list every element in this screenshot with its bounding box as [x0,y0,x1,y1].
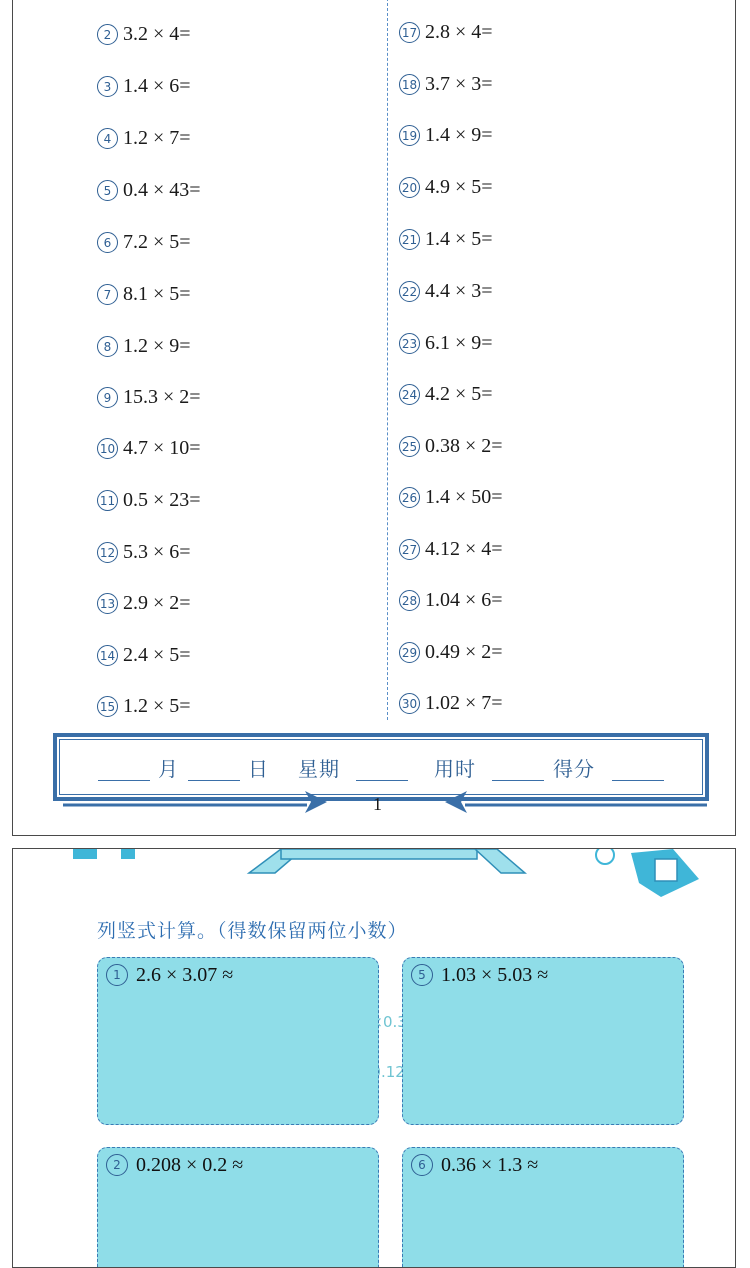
right-arrow-icon [63,791,333,817]
problem-item [97,485,201,515]
problem-expression: 4.9 × 5= [425,176,493,198]
problem-expression: 0.38 × 2= [425,435,503,457]
problem-number: 15 [97,696,118,717]
card-problem: 0.36 × 1.3 ≈ [441,1154,539,1176]
worksheet-page-2 [12,848,736,1268]
problem-expression: 1.04 × 6= [425,589,503,611]
problem-expression: 1.2 × 9= [123,335,191,357]
problem-number: 2 [97,24,118,45]
weekday-blank[interactable] [356,780,408,781]
worksheet-page-1 [12,0,736,836]
problem-expression: 15.3 × 2= [123,386,201,408]
problem-number: 8 [97,336,118,357]
problem-expression: 2.4 × 5= [123,644,191,666]
problem-expression: 4.4 × 3= [425,280,493,302]
problem-item [97,640,191,670]
problem-number: 26 [399,487,420,508]
problem-item [97,123,191,153]
problem-number: 25 [399,436,420,457]
calculation-card[interactable] [402,957,684,1125]
problem-expression: 1.02 × 7= [425,692,503,714]
problem-item [399,328,493,358]
day-blank[interactable] [188,780,240,781]
problem-number: 18 [399,74,420,95]
section-title: 列竖式计算。（得数保留两位小数） [97,920,408,942]
problem-item [399,120,493,150]
problem-item [399,224,493,254]
problem-item [97,227,191,257]
problem-number: 22 [399,281,420,302]
problem-number: 7 [97,284,118,305]
problem-number: 20 [399,177,420,198]
calculation-card[interactable] [97,1147,379,1268]
problem-expression: 3.2 × 4= [123,23,191,45]
problem-item [97,691,191,721]
left-arrow-icon [445,791,707,817]
problem-expression: 1.2 × 7= [123,127,191,149]
problem-item [399,276,493,306]
month-blank[interactable] [98,780,150,781]
problem-number: 21 [399,229,420,250]
problem-expression: 1.4 × 5= [425,228,493,250]
problem-number: 9 [97,387,118,408]
problem-item [97,175,201,205]
problem-number: 5 [97,180,118,201]
problem-number: 13 [97,593,118,614]
problem-expression: 4.2 × 5= [425,383,493,405]
problem-item [97,331,191,361]
card-expression [106,1154,243,1177]
decorative-banner [13,849,736,909]
weekday-label: 星期 [298,757,340,781]
score-blank[interactable] [612,780,664,781]
problem-number: 17 [399,22,420,43]
footer-fields [60,754,702,784]
card-number: 5 [411,964,433,986]
problem-expression: 3.7 × 3= [425,73,493,95]
calculation-card[interactable] [97,957,379,1125]
problem-item [399,431,503,461]
problem-item [399,172,493,202]
problem-number: 29 [399,642,420,663]
card-problem: 1.03 × 5.03 ≈ [441,964,549,986]
problem-item [97,382,201,412]
problem-item [97,537,191,567]
problem-number: 4 [97,128,118,149]
problem-item [399,17,493,47]
card-number: 6 [411,1154,433,1176]
problem-number: 23 [399,333,420,354]
problem-item [399,688,503,718]
problem-expression: 1.4 × 9= [425,124,493,146]
problem-expression: 5.3 × 6= [123,541,191,563]
problem-item [97,19,191,49]
problem-expression: 0.5 × 23= [123,489,201,511]
problem-number: 30 [399,693,420,714]
card-expression [411,1154,538,1177]
footer-inner-frame [59,739,703,795]
problem-number: 28 [399,590,420,611]
problem-item [399,534,503,564]
problem-item [97,588,191,618]
problem-expression: 2.9 × 2= [123,592,191,614]
card-expression [106,964,233,987]
problem-expression: 1.2 × 5= [123,695,191,717]
problem-item [97,279,191,309]
problem-item [399,637,503,667]
problem-item [97,433,201,463]
problem-number: 24 [399,384,420,405]
page-number: 1 [373,794,382,814]
problem-expression: 0.4 × 43= [123,179,201,201]
calculation-card[interactable] [402,1147,684,1268]
problem-number: 6 [97,232,118,253]
card-number: 2 [106,1154,128,1176]
problem-item [399,379,493,409]
time-used-label: 用时 [434,757,476,781]
problem-number: 12 [97,542,118,563]
problem-item [97,71,191,101]
problem-expression: 6.1 × 9= [425,332,493,354]
problem-item [399,585,503,615]
problem-number: 27 [399,539,420,560]
card-number: 1 [106,964,128,986]
problem-expression: 4.7 × 10= [123,437,201,459]
column-divider [387,0,388,720]
problem-number: 10 [97,438,118,459]
problem-number: 19 [399,125,420,146]
problem-number: 11 [97,490,118,511]
problem-expression: 8.1 × 5= [123,283,191,305]
problem-number: 14 [97,645,118,666]
time-used-blank[interactable] [492,780,544,781]
day-label: 日 [248,757,269,781]
problem-expression: 4.12 × 4= [425,538,503,560]
problem-expression: 2.8 × 4= [425,21,493,43]
problem-number: 3 [97,76,118,97]
problem-expression: 7.2 × 5= [123,231,191,253]
score-label: 得分 [553,757,595,781]
problem-expression: 1.4 × 6= [123,75,191,97]
card-expression [411,964,548,987]
problem-expression: 0.49 × 2= [425,641,503,663]
card-problem: 2.6 × 3.07 ≈ [136,964,234,986]
problem-expression: 1.4 × 50= [425,486,503,508]
problem-item [399,69,493,99]
card-problem: 0.208 × 0.2 ≈ [136,1154,244,1176]
problem-item [399,482,503,512]
month-label: 月 [158,757,179,781]
